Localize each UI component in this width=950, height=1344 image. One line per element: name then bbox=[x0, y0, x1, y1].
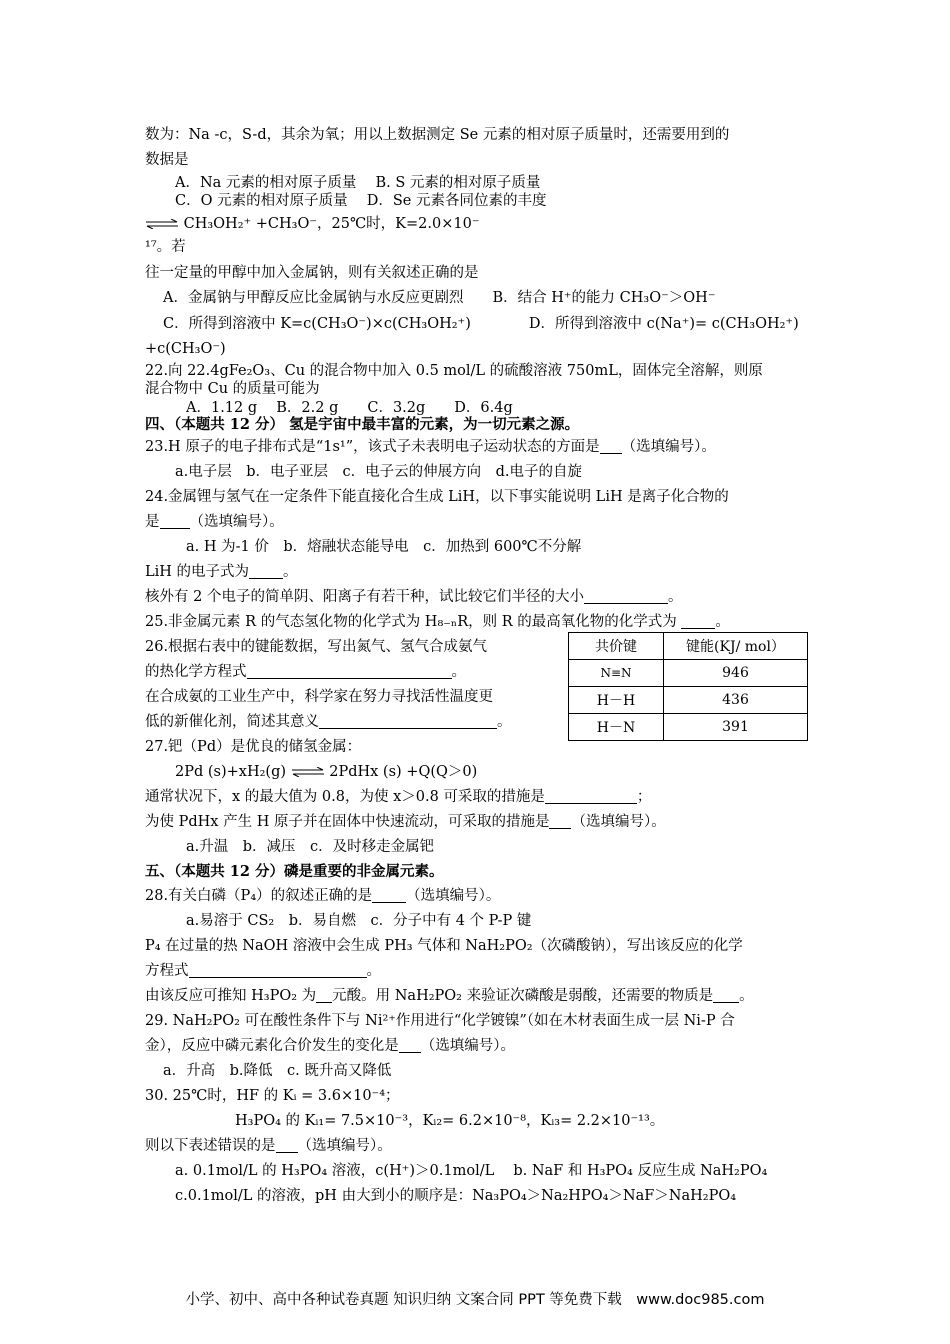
text-line: 往一定量的甲醇中加入金属钠，则有关叙述正确的是 bbox=[145, 265, 479, 281]
text-line: 混合物中 Cu 的质量可能为 bbox=[145, 381, 320, 397]
answer-blank[interactable] bbox=[276, 1137, 298, 1153]
answer-blank[interactable] bbox=[545, 788, 637, 804]
question-25-line: 25.非金属元素 R 的气态氢化物的化学式为 H₈₋ₙR，则 R 的最高氧化物的化学式为 。 bbox=[145, 614, 730, 630]
text-line: 26.根据右表中的键能数据，写出氮气、氢气合成氨气 bbox=[145, 639, 488, 655]
text-line: 在合成氨的工业生产中，科学家在努力寻找活性温度更 bbox=[145, 689, 493, 705]
text-line: 27.钯（Pd）是优良的储氢金属： bbox=[145, 739, 362, 755]
text-line: 数为：Na -c，S-d，其余为氧；用以上数据测定 Se 元素的相对原子质量时，还需要用到的 bbox=[145, 127, 730, 143]
question-27-equation: 2Pd (s)+xH₂(g) 2PdHx (s) +Q(Q＞0) bbox=[175, 764, 478, 780]
equilibrium-arrow-icon bbox=[291, 767, 325, 777]
page-footer: 小学、初中、高中各种试卷真题 知识归纳 文案合同 PPT 等免费下载 www.doc985.com bbox=[185, 1292, 765, 1308]
option-line: a．升高 b.降低 c. 既升高又降低 bbox=[163, 1063, 392, 1079]
answer-blank[interactable] bbox=[249, 563, 283, 579]
text-line: 30. 25℃时，HF 的 Kᵢ = 3.6×10⁻⁴； bbox=[145, 1088, 400, 1104]
radius-compare-line: 核外有 2 个电子的简单阴、阳离子有若干种，试比较它们半径的大小 。 bbox=[145, 589, 683, 605]
question-24-line: 是 （选填编号）。 bbox=[145, 514, 284, 530]
answer-blank[interactable] bbox=[549, 813, 571, 829]
question-27a-line: 通常状况下，x 的最大值为 0.8，为使 x＞0.8 可采取的措施是 ； bbox=[145, 789, 652, 805]
option-line: a.升温 b．减压 c．及时移走金属钯 bbox=[186, 839, 435, 855]
table-row bbox=[569, 687, 808, 714]
answer-blank[interactable] bbox=[600, 438, 622, 454]
question-30-line: 则以下表述错误的是 （选填编号）。 bbox=[145, 1138, 392, 1154]
question-28b-line: 方程式 。 bbox=[145, 963, 381, 979]
answer-blank[interactable] bbox=[189, 962, 367, 978]
answer-blank[interactable] bbox=[681, 613, 715, 629]
question-28-line: 28.有关白磷（P₄）的叙述正确的是 （选填编号）。 bbox=[145, 888, 501, 904]
answer-blank[interactable] bbox=[160, 513, 190, 529]
table-cell: H－N bbox=[569, 714, 664, 741]
option-line: A．1.12 g B．2.2 g C．3.2g D．6.4g bbox=[186, 400, 513, 416]
bond-energy-table bbox=[568, 632, 808, 741]
option-line: a. 0.1mol/L 的 H₃PO₄ 溶液，c(H⁺)＞0.1mol/L b. NaF 和 H₃PO₄ 反应生成 NaH₂PO₄ bbox=[175, 1163, 768, 1179]
answer-blank[interactable] bbox=[372, 887, 406, 903]
answer-blank[interactable] bbox=[319, 713, 497, 729]
question-26-line: 的热化学方程式 。 bbox=[145, 664, 466, 680]
question-28c-line: 由该反应可推知 H₃PO₂ 为 元酸。用 NaH₂PO₂ 来验证次磷酸是弱酸，还需要的物质是 。 bbox=[145, 988, 754, 1004]
table-cell: 946 bbox=[664, 660, 808, 687]
option-line: A．Na 元素的相对原子质量 B. S 元素的相对原子质量 bbox=[175, 175, 541, 191]
option-line: a.易溶于 CS₂ b．易自燃 c．分子中有 4 个 P-P 键 bbox=[186, 913, 532, 929]
text-line: ¹⁷。若 bbox=[145, 239, 186, 255]
table-cell: H－H bbox=[569, 687, 664, 714]
text-line: 22.向 22.4gFe₂O₃、Cu 的混合物中加入 0.5 mol/L 的硫酸溶液 750mL，固体完全溶解，则原 bbox=[145, 363, 763, 379]
table-cell: 391 bbox=[664, 714, 808, 741]
answer-blank[interactable] bbox=[713, 987, 739, 1003]
question-26b-line: 低的新催化剂，简述其意义 。 bbox=[145, 714, 512, 730]
question-27b-line: 为使 PdHx 产生 H 原子并在固体中快速流动，可采取的措施是 （选填编号）。 bbox=[145, 814, 666, 830]
option-line: c.0.1mol/L 的溶液，pH 由大到小的顺序是：Na₃PO₄＞Na₂HPO₄＞NaF＞NaH₂PO₄ bbox=[175, 1188, 737, 1204]
answer-blank[interactable] bbox=[316, 987, 332, 1003]
section-four-heading: 四、（本题共 12 分） 氢是宇宙中最丰富的元素，为一切元素之源。 bbox=[145, 416, 580, 433]
table-header-cell: 共价键 bbox=[569, 633, 664, 660]
option-line: A．金属钠与甲醇反应比金属钠与水反应更剧烈 B．结合 H⁺的能力 CH₃O⁻＞OH⁻ bbox=[163, 290, 716, 306]
table-row bbox=[569, 660, 808, 687]
question-23-line: 23.H 原子的电子排布式是“1s¹”，该式子未表明电子运动状态的方面是 （选填编号）。 bbox=[145, 439, 716, 455]
text-line: 29. NaH₂PO₂ 可在酸性条件下与 Ni²⁺作用进行“化学镀镍”（如在木材表面生成一层 Ni-P 合 bbox=[145, 1013, 735, 1029]
answer-blank[interactable] bbox=[399, 1037, 421, 1053]
equilibrium-arrow-icon bbox=[145, 219, 179, 229]
section-five-heading: 五、（本题共 12 分）磷是重要的非金属元素。 bbox=[145, 863, 444, 880]
text-line: H₃PO₄ 的 Kᵢ₁= 7.5×10⁻³，Kᵢ₂= 6.2×10⁻⁸，Kᵢ₃= 2.2×10⁻¹³。 bbox=[235, 1113, 665, 1129]
question-21-line bbox=[145, 213, 810, 235]
option-line: a.电子层 b．电子亚层 c．电子云的伸展方向 d.电子的自旋 bbox=[175, 464, 583, 480]
text-line: 24.金属锂与氢气在一定条件下能直接化合生成 LiH，以下事实能说明 LiH 是离子化合物的 bbox=[145, 489, 729, 505]
answer-blank[interactable] bbox=[247, 663, 452, 679]
text-line: P₄ 在过量的热 NaOH 溶液中会生成 PH₃ 气体和 NaH₂PO₂（次磷酸钠），写出该反应的化学 bbox=[145, 938, 743, 954]
lih-formula-line: LiH 的电子式为 。 bbox=[145, 564, 298, 580]
answer-blank[interactable] bbox=[584, 588, 668, 604]
text-line: 数据是 bbox=[145, 152, 189, 168]
table-header-cell: 键能(KJ/ mol） bbox=[664, 633, 808, 660]
question-29-line: 金），反应中磷元素化合价发生的变化是 （选填编号）。 bbox=[145, 1038, 515, 1054]
option-line: C．O 元素的相对原子质量 D．Se 元素各同位素的丰度 bbox=[175, 193, 547, 209]
text-line: +c(CH₃O⁻) bbox=[145, 341, 226, 357]
table-cell: N≡N bbox=[569, 660, 664, 687]
q21-equation: CH₃OH₂⁺ +CH₃O⁻，25℃时，K=2.0×10⁻ bbox=[183, 216, 480, 232]
option-line: a. H 为-1 价 b．熔融状态能导电 c．加热到 600℃不分解 bbox=[186, 539, 582, 555]
option-line: C．所得到溶液中 K=c(CH₃O⁻)×c(CH₃OH₂⁺) D．所得到溶液中 c(Na⁺)= c(CH₃OH₂⁺) bbox=[163, 316, 799, 332]
table-cell: 436 bbox=[664, 687, 808, 714]
table-header-row bbox=[569, 633, 808, 660]
